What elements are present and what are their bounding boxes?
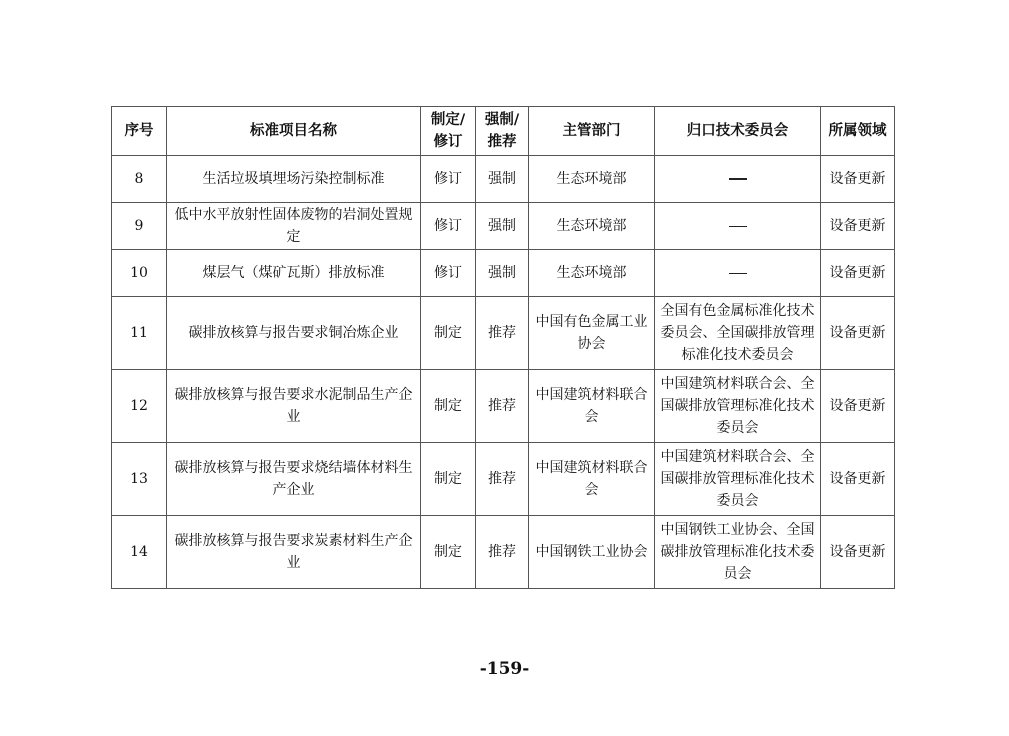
row-dept: 中国建筑材料联合会: [529, 443, 655, 516]
row-dept: 生态环境部: [529, 203, 655, 250]
table-row: [112, 156, 895, 203]
row-field: 设备更新: [821, 203, 895, 250]
row-field: 设备更新: [821, 443, 895, 516]
table-row: [112, 297, 895, 370]
row-committee: 全国有色金属标准化技术委员会、全国碳排放管理标准化技术委员会: [655, 297, 821, 370]
header-level: [476, 107, 529, 156]
row-name: 碳排放核算与报告要求水泥制品生产企业: [167, 370, 421, 443]
row-committee: [655, 156, 821, 203]
page-number: -159-: [479, 659, 530, 679]
row-dept: 生态环境部: [529, 156, 655, 203]
header-field: 所属领域: [821, 107, 895, 156]
row-level: 推荐: [476, 297, 529, 370]
row-seq: 8: [112, 156, 167, 203]
table-row: [112, 443, 895, 516]
row-type: 制定: [421, 443, 476, 516]
row-seq: 13: [112, 443, 167, 516]
header-type-line2: 修订: [433, 134, 463, 150]
row-committee: 中国钢铁工业协会、全国碳排放管理标准化技术委员会: [655, 516, 821, 589]
row-field: 设备更新: [821, 156, 895, 203]
row-name: 碳排放核算与报告要求铜冶炼企业: [167, 297, 421, 370]
row-committee: [655, 250, 821, 297]
row-level: 强制: [476, 250, 529, 297]
header-committee: 归口技术委员会: [655, 107, 821, 156]
row-dept: 中国建筑材料联合会: [529, 370, 655, 443]
row-seq: 10: [112, 250, 167, 297]
row-type: 修订: [421, 203, 476, 250]
empty-dash: [729, 273, 747, 274]
row-seq: 9: [112, 203, 167, 250]
row-seq: 11: [112, 297, 167, 370]
row-type: 修订: [421, 156, 476, 203]
standards-table: [111, 106, 895, 589]
table-row: [112, 203, 895, 250]
table-row: [112, 370, 895, 443]
table-row: [112, 516, 895, 589]
empty-dash: [729, 178, 747, 180]
row-type: 修订: [421, 250, 476, 297]
row-field: 设备更新: [821, 297, 895, 370]
row-dept: 生态环境部: [529, 250, 655, 297]
header-name: 标准项目名称: [167, 107, 421, 156]
row-field: 设备更新: [821, 516, 895, 589]
table-row: [112, 250, 895, 297]
row-seq: 12: [112, 370, 167, 443]
header-dept: 主管部门: [529, 107, 655, 156]
row-committee: [655, 203, 821, 250]
row-dept: 中国有色金属工业协会: [529, 297, 655, 370]
row-type: 制定: [421, 370, 476, 443]
row-type: 制定: [421, 297, 476, 370]
header-level-line1: 强制/: [484, 112, 520, 128]
row-level: 强制: [476, 203, 529, 250]
row-level: 强制: [476, 156, 529, 203]
row-level: 推荐: [476, 516, 529, 589]
row-name: 生活垃圾填埋场污染控制标准: [167, 156, 421, 203]
row-name: 碳排放核算与报告要求炭素材料生产企业: [167, 516, 421, 589]
row-level: 推荐: [476, 443, 529, 516]
header-type: [421, 107, 476, 156]
row-type: 制定: [421, 516, 476, 589]
row-name: 煤层气（煤矿瓦斯）排放标准: [167, 250, 421, 297]
row-seq: 14: [112, 516, 167, 589]
row-field: 设备更新: [821, 250, 895, 297]
header-level-line2: 推荐: [487, 134, 517, 150]
table-header-row: [112, 107, 895, 156]
row-field: 设备更新: [821, 370, 895, 443]
row-committee: 中国建筑材料联合会、全国碳排放管理标准化技术委员会: [655, 370, 821, 443]
row-level: 推荐: [476, 370, 529, 443]
row-dept: 中国钢铁工业协会: [529, 516, 655, 589]
row-committee: 中国建筑材料联合会、全国碳排放管理标准化技术委员会: [655, 443, 821, 516]
row-name: 碳排放核算与报告要求烧结墙体材料生产企业: [167, 443, 421, 516]
header-type-line1: 制定/: [430, 112, 466, 128]
header-seq: 序号: [112, 107, 167, 156]
empty-dash: [729, 226, 747, 227]
row-name: 低中水平放射性固体废物的岩洞处置规定: [167, 203, 421, 250]
